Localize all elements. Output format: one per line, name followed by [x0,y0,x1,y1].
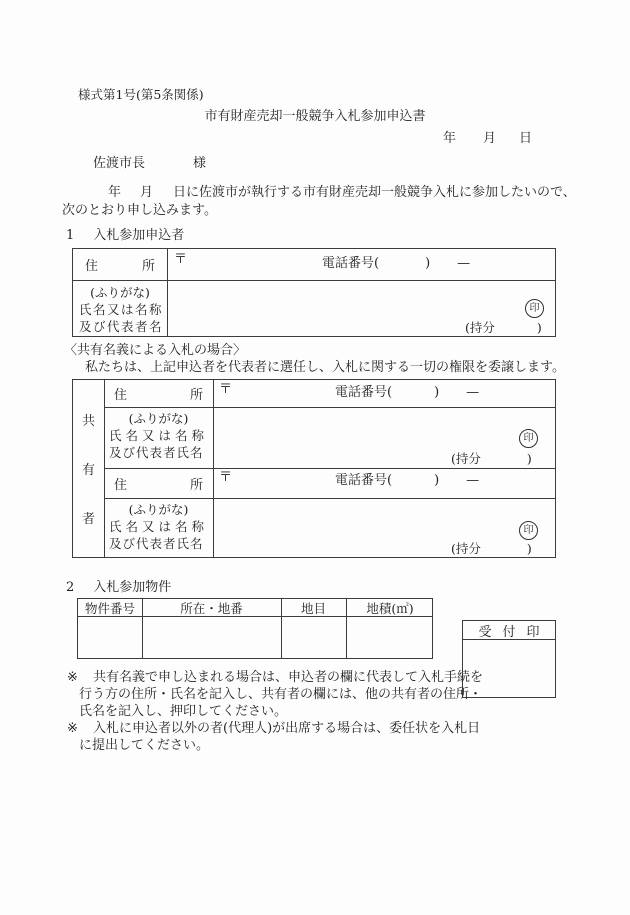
intro-line-1 [108,185,576,200]
intro-year-label: 年 [108,185,122,200]
share-field: (持分 ) [451,451,532,466]
reception-stamp-label: 受 付 印 [478,624,540,640]
share-field: (持分 ) [465,320,542,335]
seal-icon: 印 [519,521,538,540]
co-owner-side-label: 共 有 者 [81,414,95,527]
addressee-name: 佐渡市長 [93,156,146,171]
column-divider [167,249,168,336]
intro-day-label: 日 [173,185,187,200]
co-owner-table [72,379,556,558]
row-divider [104,498,555,499]
note1-line3: 氏名を記入し、押印してください。 [79,704,288,719]
address-label: 住 所 [85,259,155,274]
page-title: 市有財産売却一般競争入札参加申込書 [204,109,426,124]
addressee-line [93,156,206,171]
furigana-label: (ふりがな) [128,502,189,517]
date-month-label: 月 [483,131,497,146]
property-header-location: 所在・地番 [180,600,243,616]
note1-line1: 共有名義で申し込まれる場合は、申込者の欄に代表して入札手続を [93,670,484,685]
intro-line-2: 次のとおり申し込みます。 [62,203,217,218]
intro-month-label: 月 [140,185,154,200]
date-year-label: 年 [443,131,457,146]
address-label: 住 所 [114,477,203,493]
section1-title: 入札参加申込者 [93,228,185,243]
name-label-line2: 及び代表者氏名 [109,536,204,551]
date-line [443,131,532,146]
name-label-line1: 氏名又は名称 [109,519,209,534]
section2-title: 入札参加物件 [93,580,172,595]
property-header-number: 物件番号 [84,600,135,616]
seal-icon: 印 [519,429,538,448]
phone-number-field: 電話番号( ) — [322,256,471,271]
section2-number: 2 [66,580,75,595]
property-header-area: 地積(㎡) [366,600,414,616]
joint-case-title: 〈共有名義による入札の場合〉 [64,343,247,358]
phone-number-field: 電話番号( ) — [335,385,480,400]
name-label-line2: 及び代表者氏名 [109,445,204,460]
note2-line2: に提出してください。 [79,738,210,753]
name-label-line1: 氏名又は名称 [79,302,164,317]
property-header-category: 地目 [300,600,326,616]
intro-text: に佐渡市が執行する市有財産売却一般競争入札に参加したいので、 [186,185,576,200]
row-divider [104,407,555,408]
note2-marker: ※ [67,721,78,736]
row-divider [73,280,555,281]
furigana-label: (ふりがな) [128,411,189,426]
note1-marker: ※ [67,670,78,685]
applicant-table [72,248,556,337]
property-table [77,598,433,659]
phone-number-field: 電話番号( ) — [335,473,480,488]
form-number: 様式第1号(第5条関係) [78,87,204,102]
seal-icon: 印 [525,299,544,318]
date-day-label: 日 [519,131,533,146]
name-label-line1: 氏名又は名称 [109,428,209,443]
postal-mark: 〒 [174,252,188,267]
address-label: 住 所 [114,388,203,403]
name-label-line2: 及び代表者名 [79,319,164,334]
joint-case-statement: 私たちは、上記申込者を代表者に選任し、入札に関する一切の権限を委譲します。 [85,360,565,375]
postal-mark: 〒 [219,470,233,485]
note1-line2: 行う方の住所・氏名を記入し、共有者の欄には、他の共有者の住所・ [79,687,483,702]
section1-number: 1 [66,228,75,243]
share-field: (持分 ) [451,541,532,556]
furigana-label: (ふりがな) [90,285,150,300]
postal-mark: 〒 [219,382,233,397]
addressee-honorific: 様 [193,156,207,171]
section2-heading [66,580,171,595]
section1-heading [66,228,184,243]
note2-line1: 入札に申込者以外の者(代理人)が出席する場合は、委任状を入札日 [93,721,481,736]
